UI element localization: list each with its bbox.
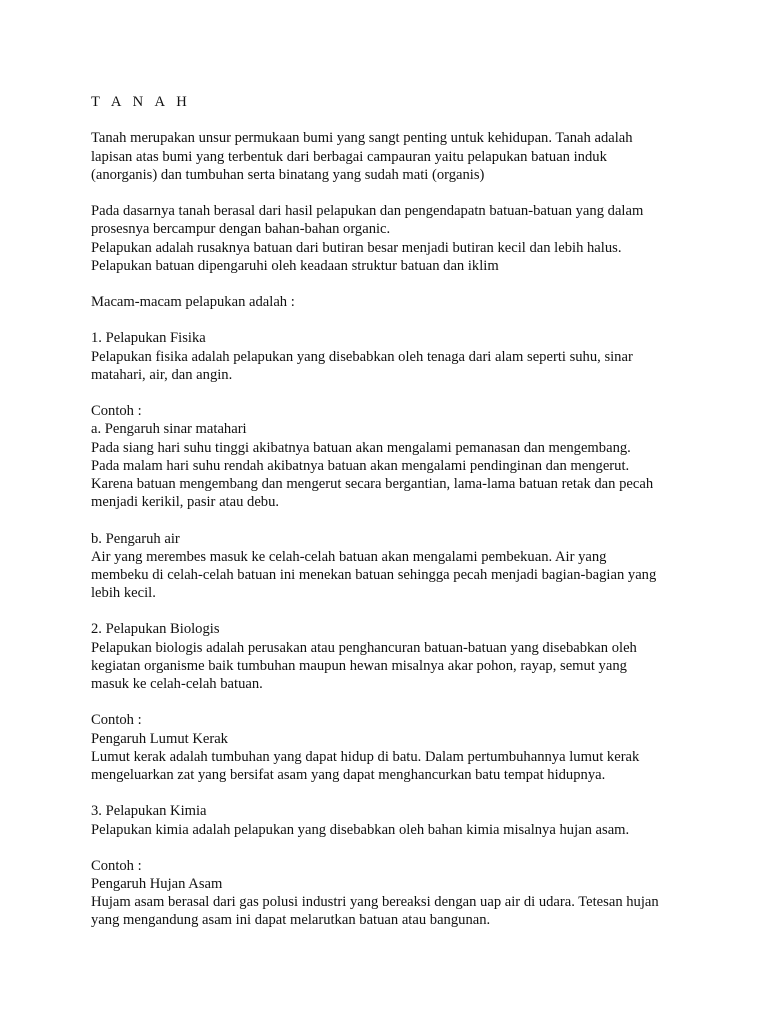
text-line: 3. Pelapukan Kimia [91,803,207,820]
paragraph [91,530,691,603]
text-line: Pelapukan adalah rusaknya batuan dari butiran besar menjadi butiran kecil dan lebih halus. [91,239,622,256]
paragraph [91,857,691,930]
text-line: Pelapukan kimia adalah pelapukan yang disebabkan oleh bahan kimia misalnya hujan asam. [91,821,630,838]
text-line: 2. Pelapukan Biologis [91,621,220,638]
text-line: Air yang merembes masuk ke celah-celah batuan akan mengalami pembekuan. Air yang [91,548,607,565]
text-line: prosesnya bercampur dengan bahan-bahan organic. [91,221,391,238]
document-body [91,129,691,929]
paragraph [91,329,691,384]
paragraph [91,293,691,311]
paragraph [91,802,691,838]
text-line: Pelapukan biologis adalah perusakan atau penghancuran batuan-batuan yang disebabkan oleh [91,639,637,656]
text-line: yang mengandung asam ini dapat melarutkan batuan atau bangunan. [91,912,491,929]
text-line: a. Pengaruh sinar matahari [91,421,247,438]
paragraph [91,129,691,184]
text-line: Pengaruh Lumut Kerak [91,730,228,747]
text-line: Hujam asam berasal dari gas polusi industri yang bereaksi dengan uap air di udara. Tetesan hujan [91,894,659,911]
text-line: lebih kecil. [91,585,156,602]
document-title: T A N A H [91,94,191,110]
text-line: (anorganis) dan tumbuhan serta binatang yang sudah mati (organis) [91,166,485,183]
paragraph [91,202,691,275]
text-line: Pada dasarnya tanah berasal dari hasil pelapukan dan pengendapatn batuan-batuan yang dalam [91,203,644,220]
text-line: masuk ke celah-celah batuan. [91,676,263,692]
text-line: Contoh : [91,403,142,420]
text-line: Contoh : [91,712,142,729]
document-page [91,93,691,948]
text-line: Karena batuan mengembang dan mengerut secara bergantian, lama-lama batuan retak dan pecah [91,475,654,492]
text-line: lapisan atas bumi yang terbentuk dari berbagai campauran yaitu pelapukan batuan induk [91,148,607,165]
text-line: Contoh : [91,857,142,874]
text-line: Macam-macam pelapukan adalah : [91,294,295,311]
text-line: b. Pengaruh air [91,530,180,547]
paragraph [91,402,691,511]
text-line: Pada malam hari suhu rendah akibatnya batuan akan mengalami pendinginan dan mengerut. [91,457,630,474]
text-line: Pada siang hari suhu tinggi akibatnya batuan akan mengalami pemanasan dan mengembang. [91,439,631,456]
text-line: Pelapukan fisika adalah pelapukan yang disebabkan oleh tenaga dari alam seperti suhu, sinar [91,348,633,365]
text-line: membeku di celah-celah batuan ini menekan batuan sehingga pecah menjadi bagian-bagian yang [91,566,657,583]
text-line: Pelapukan batuan dipengaruhi oleh keadaan struktur batuan dan iklim [91,257,499,274]
text-line: matahari, air, dan angin. [91,366,233,383]
text-line: Pengaruh Hujan Asam [91,876,223,893]
text-line: kegiatan organisme baik tumbuhan maupun hewan misalnya akar pohon, rayap, semut yang [91,657,627,674]
text-line: Lumut kerak adalah tumbuhan yang dapat hidup di batu. Dalam pertumbuhannya lumut kerak [91,748,640,765]
text-line: mengeluarkan zat yang bersifat asam yang dapat menghancurkan batu tempat hidupnya. [91,766,606,783]
text-line: menjadi kerikil, pasir atau debu. [91,494,280,511]
text-line: Tanah merupakan unsur permukaan bumi yang sangt penting untuk kehidupan. Tanah adalah [91,130,633,147]
paragraph [91,711,691,784]
paragraph [91,620,691,693]
text-line: 1. Pelapukan Fisika [91,330,206,347]
